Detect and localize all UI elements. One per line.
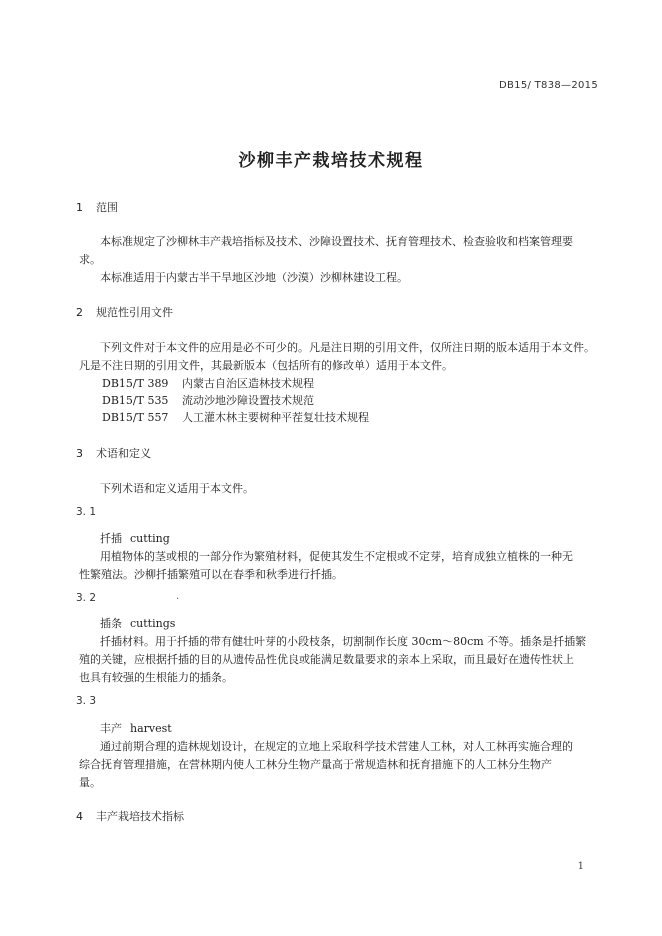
paragraph-line: 扦插材料。用于扦插的带有健壮叶芽的小段枝条，切割制作长度 30cm～80cm 不等。插条是扦插繁 [100,635,587,648]
reference-code: DB15/T 557 [102,411,169,424]
paragraph-line: 殖的关键，应根据扦插的目的从遗传品性优良或能满足数量要求的亲本上采取，而且最好在遗传性状上 [79,653,574,666]
term-chinese: 扦插 [100,532,122,545]
term-chinese: 丰产 [100,722,122,735]
section-title: 丰产栽培技术指标 [96,810,184,823]
paragraph-line: 本标准适用于内蒙古半干旱地区沙地（沙漠）沙柳林建设工程。 [100,271,408,284]
section-heading-terms-definitions [76,445,151,461]
term-english: cutting [130,532,170,545]
paragraph-line: 本标准规定了沙柳林丰产栽培指标及技术、沙障设置技术、抚育管理技术、检查验收和档案管理要 [100,235,573,248]
paragraph-line: 用植物体的茎或根的一部分作为繁殖材料，促使其发生不定根或不定芽，培育成独立植株的一种无 [100,550,573,563]
section-heading-normative-references [76,304,173,320]
paragraph-line: 求。 [79,253,101,266]
standard-number: DB15/ T838—2015 [499,80,598,91]
term-number: 3. 3 [76,695,97,707]
paragraph-line: 凡是不注日期的引用文件，其最新版本（包括所有的修改单）适用于本文件。 [79,359,453,372]
section-heading-yield-indicators [76,808,184,824]
paragraph-line: 综合抚育管理措施，在营林期内使人工林分生物产量高于常规造林和抚育措施下的人工林分生物产 [79,758,552,771]
section-title: 术语和定义 [96,447,151,460]
section-number: 1 [76,201,83,214]
section-title: 规范性引用文件 [96,306,173,319]
term-heading [100,720,172,736]
term-chinese: 插条 [100,617,122,630]
section-number: 4 [76,810,83,823]
reference-code: DB15/T 535 [102,394,169,407]
section-number: 2 [76,306,83,319]
paragraph-line: 量。 [79,776,101,789]
page-number: 1 [577,861,584,872]
reference-item [102,409,369,425]
paragraph-line: 性繁殖法。沙柳扦插繁殖可以在春季和秋季进行扦插。 [79,568,343,581]
term-heading [100,530,170,546]
term-number: 3. 1 [76,506,97,518]
paragraph-line: 下列术语和定义适用于本文件。 [100,482,254,495]
reference-item [102,375,314,391]
document-title: 沙柳丰产栽培技术规程 [238,151,424,171]
paragraph-line: 也具有较强的生根能力的插条。 [79,671,233,684]
reference-title: 流动沙地沙障设置技术规范 [182,394,314,407]
term-number: 3. 2 [76,592,97,604]
section-heading-scope [76,199,118,215]
reference-code: DB15/T 389 [102,377,169,390]
term-heading [100,615,175,631]
reference-title: 人工灌木林主要树种平茬复壮技术规程 [182,411,369,424]
reference-title: 内蒙古自治区造林技术规程 [182,377,314,390]
paragraph-line: 下列文件对于本文件的应用是必不可少的。凡是注日期的引用文件，仅所注日期的版本适用于本文件。 [100,341,595,354]
stray-mark: · [176,594,180,605]
term-english: harvest [130,722,172,735]
section-title: 范围 [96,201,118,214]
paragraph-line: 通过前期合理的造林规划设计，在规定的立地上采取科学技术营建人工林，对人工林再实施合理的 [100,740,573,753]
reference-item [102,392,314,408]
term-english: cuttings [130,617,176,630]
section-number: 3 [76,447,83,460]
